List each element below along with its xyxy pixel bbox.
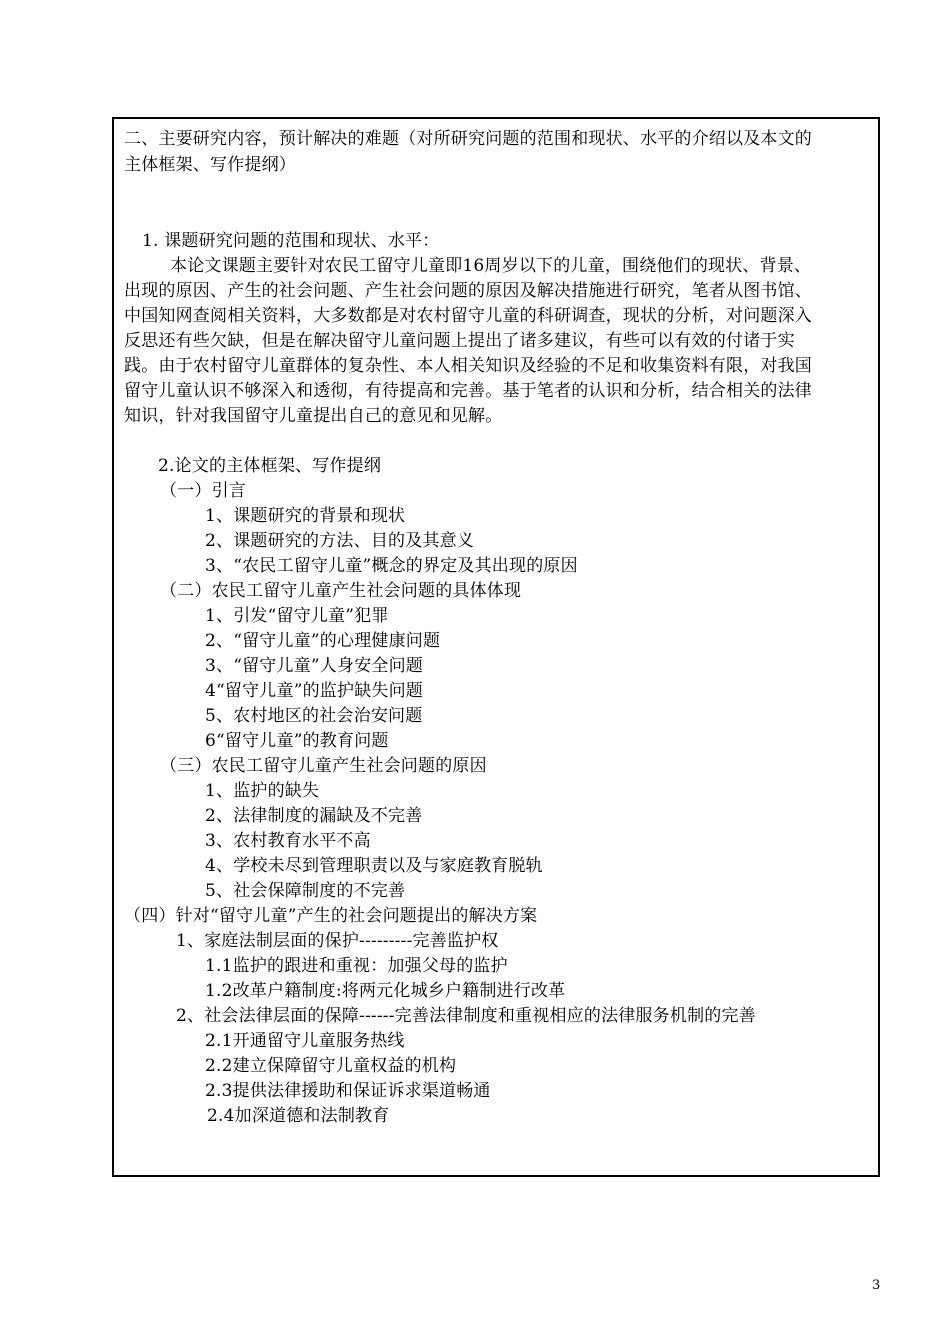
outline-item: 2.4加深道德和法制教育 [207, 1106, 390, 1126]
outline-item: 3、“留守儿童”人身安全问题 [205, 656, 423, 676]
outline-item: 1、课题研究的背景和现状 [205, 506, 406, 526]
outline-item: 2.2建立保障留守儿童权益的机构 [205, 1056, 457, 1076]
paragraph-line: 知识，针对我国留守儿童提出自己的意见和见解。 [124, 406, 503, 426]
outline-item: 2、“留守儿童”的心理健康问题 [205, 631, 441, 651]
outline-item: 1、监护的缺失 [205, 781, 320, 801]
section-heading-line-1: 二、主要研究内容，预计解决的难题（对所研究问题的范围和现状、水平的介绍以及本文的 [124, 129, 812, 149]
outline-item: 5、农村地区的社会治安问题 [205, 706, 423, 726]
outline-subsection: 2、社会法律层面的保障------完善法律制度和重视相应的法律服务机制的完善 [176, 1006, 756, 1026]
part1-title: 1. 课题研究问题的范围和现状、水平： [142, 231, 440, 251]
section-heading-line-2: 主体框架、写作提纲） [124, 155, 296, 175]
outline-item: 1.1监护的跟进和重视：加强父母的监护 [205, 956, 508, 976]
outline-item: 4“留守儿童”的监护缺失问题 [205, 681, 423, 701]
outline-subsection: 1、家庭法制层面的保护---------完善监护权 [176, 931, 499, 951]
outline-item: 2.1开通留守儿童服务热线 [205, 1031, 405, 1051]
paragraph-line: 本论文课题主要针对农民工留守儿童即16周岁以下的儿童，围绕他们的现状、背景、 [170, 256, 812, 276]
outline-item: 2、课题研究的方法、目的及其意义 [205, 531, 475, 551]
outline-item: 3、“农民工留守儿童”概念的界定及其出现的原因 [205, 556, 578, 576]
outline-section-3: （三）农民工留守儿童产生社会问题的原因 [160, 756, 487, 776]
part2-title: 2.论文的主体框架、写作提纲 [158, 456, 382, 476]
outline-section-4: （四）针对“留守儿童”产生的社会问题提出的解决方案 [124, 906, 538, 926]
outline-item: 2.3提供法律援助和保证诉求渠道畅通 [205, 1081, 491, 1101]
outline-item: 6“留守儿童”的教育问题 [205, 731, 389, 751]
outline-item: 1.2改革户籍制度:将两元化城乡户籍制进行改革 [205, 981, 566, 1001]
outline-section-2: （二）农民工留守儿童产生社会问题的具体体现 [160, 581, 522, 601]
paragraph-line: 反思还有些欠缺，但是在解决留守儿童问题上提出了诸多建议，有些可以有效的付诸于实 [124, 331, 795, 351]
paragraph-line: 践。由于农村留守儿童群体的复杂性、本人相关知识及经验的不足和收集资料有限，对我国 [124, 356, 812, 376]
outline-section-1: （一）引言 [160, 481, 246, 501]
outline-item: 1、引发“留守儿童”犯罪 [205, 606, 389, 626]
outline-item: 3、农村教育水平不高 [205, 831, 371, 851]
paragraph-line: 留守儿童认识不够深入和透彻，有待提高和完善。基于笔者的认识和分析，结合相关的法律 [124, 381, 812, 401]
page-number: 3 [872, 1278, 881, 1293]
paragraph-line: 中国知网查阅相关资料，大多数都是对农村留守儿童的科研调查，现状的分析，对问题深入 [124, 306, 812, 326]
paragraph-line: 出现的原因、产生的社会问题、产生社会问题的原因及解决措施进行研究，笔者从图书馆、 [124, 281, 812, 301]
outline-item: 2、法律制度的漏缺及不完善 [205, 806, 423, 826]
outline-item: 4、学校未尽到管理职责以及与家庭教育脱轨 [205, 856, 543, 876]
outline-item: 5、社会保障制度的不完善 [205, 881, 406, 901]
